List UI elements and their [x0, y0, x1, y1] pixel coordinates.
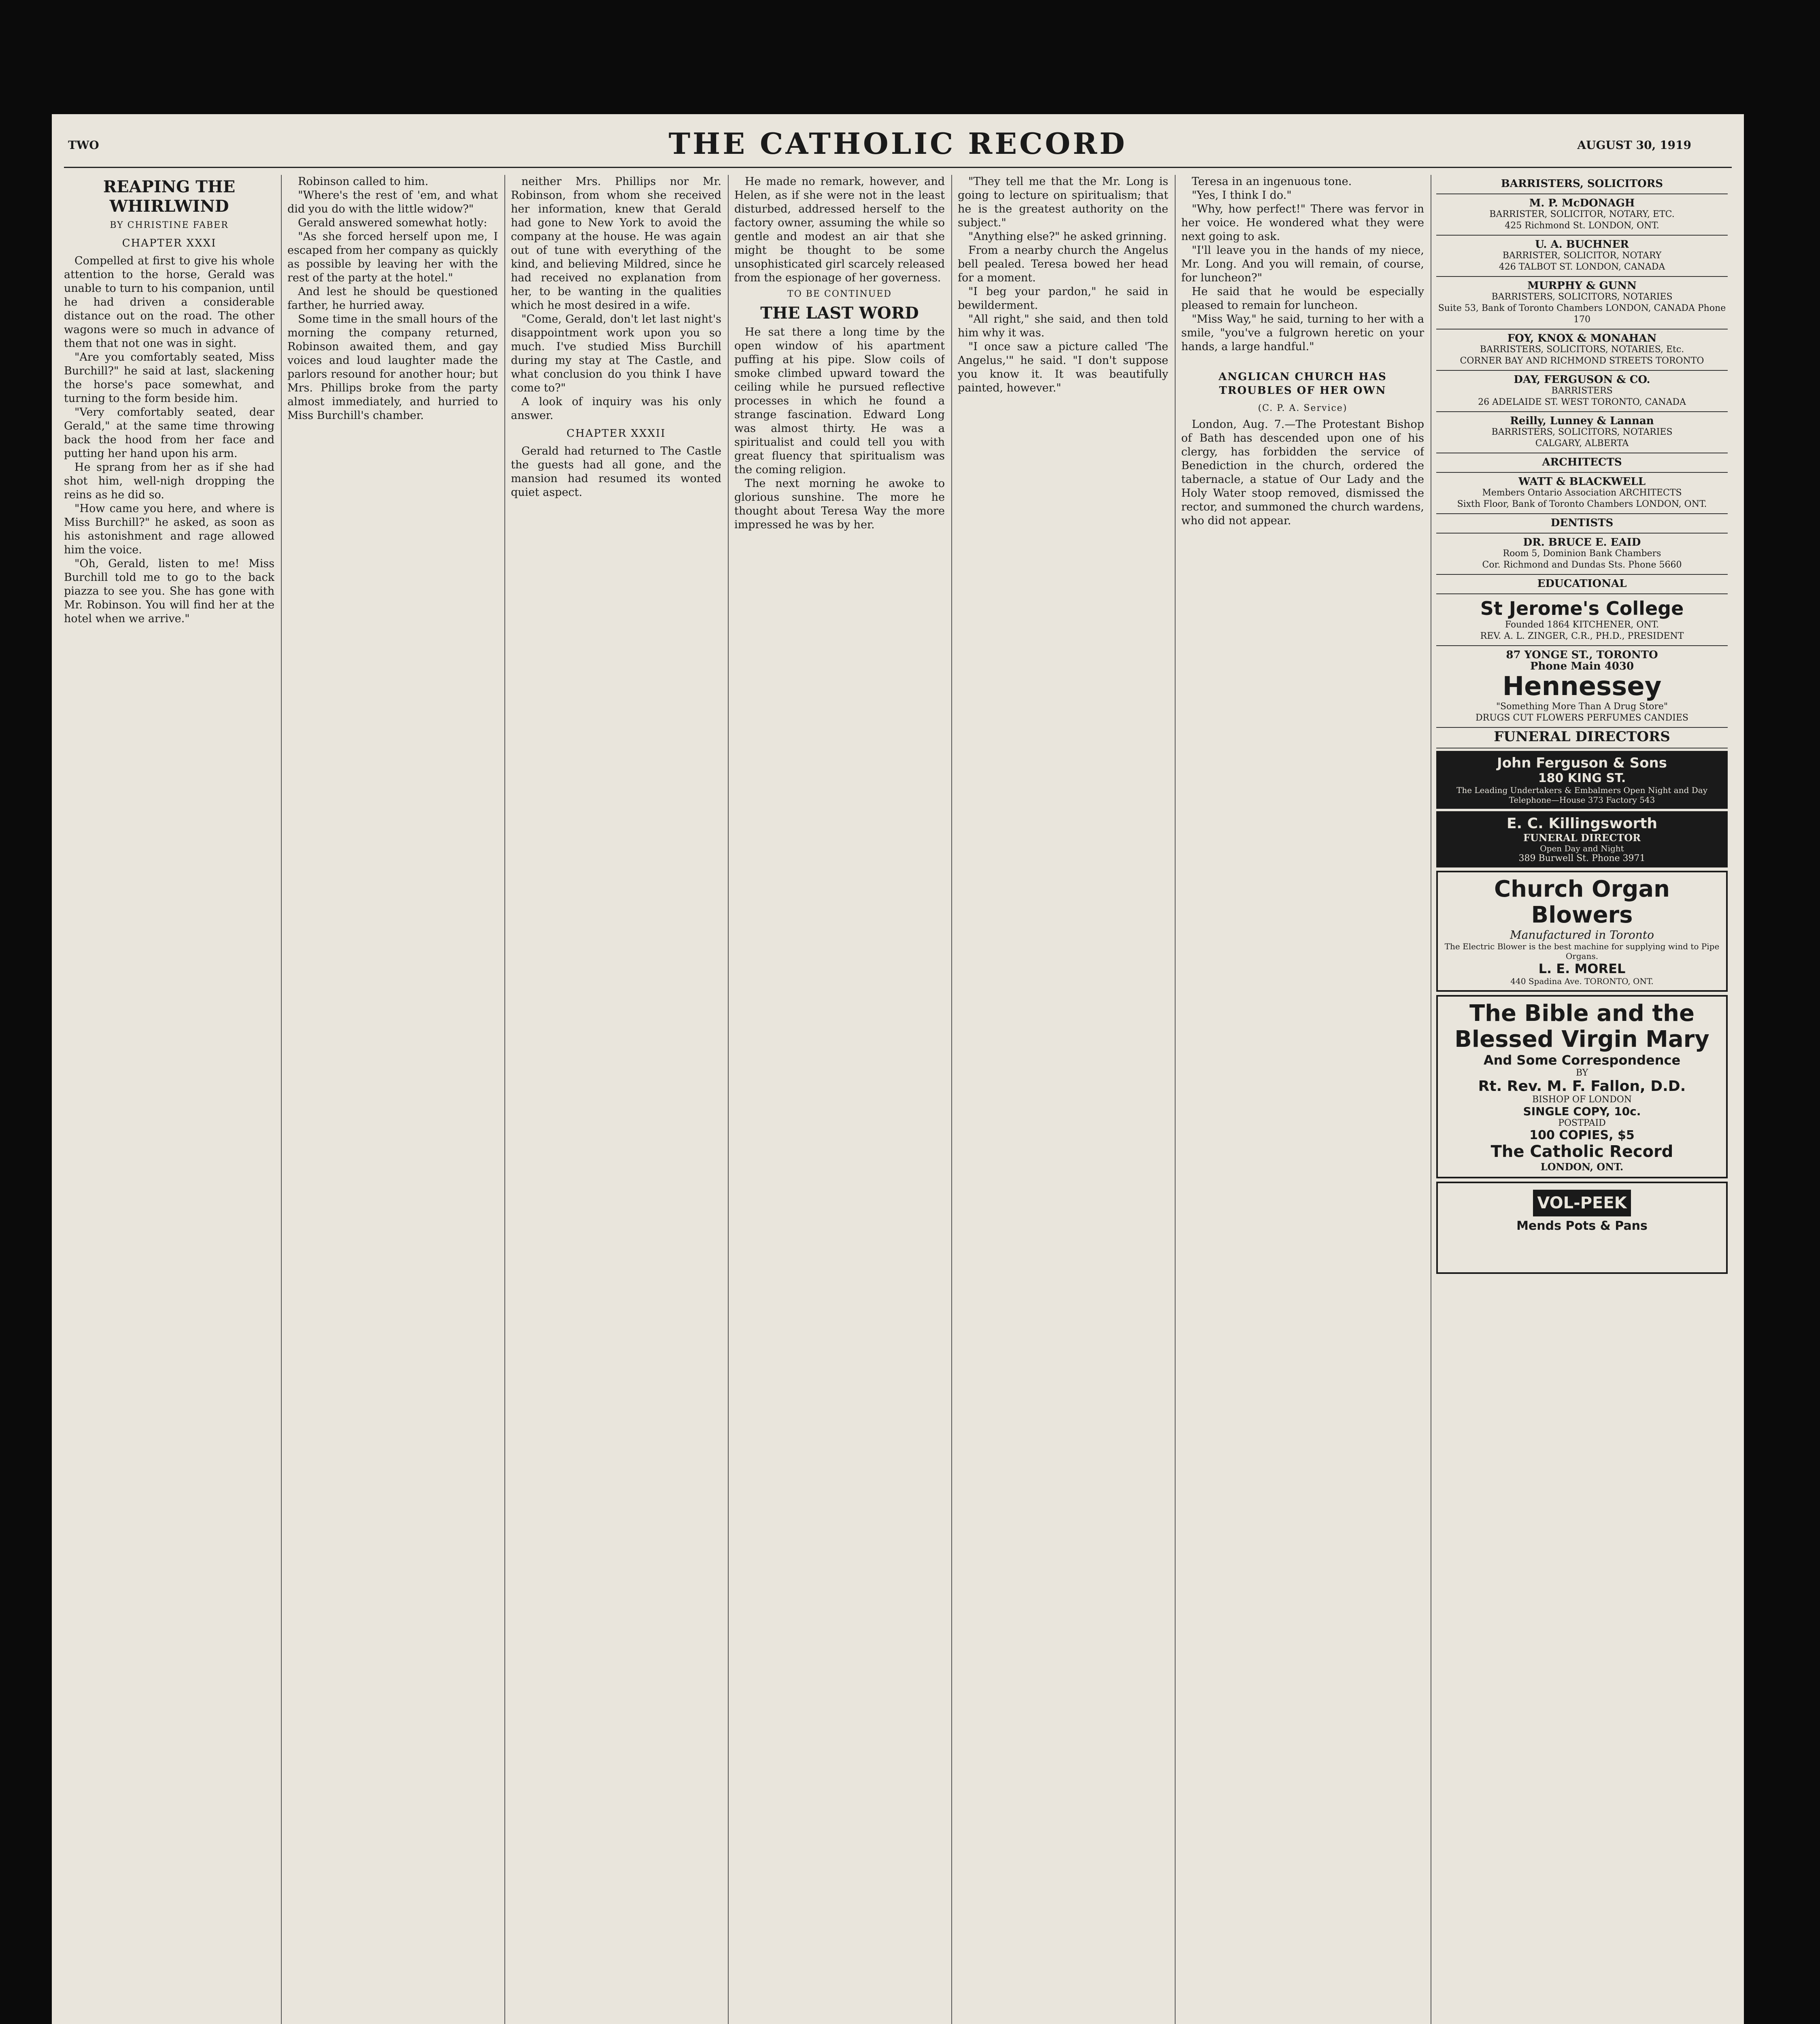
paragraph: "They tell me that the Mr. Long is going to lecture on spiritualism; that he is the greatest authority on the subject."	[958, 175, 1168, 229]
to-be-continued: TO BE CONTINUED	[787, 289, 892, 299]
column-divider	[951, 175, 952, 2024]
paragraph: "Are you comfortably seated, Miss Burchill?" he said at last, slackening the horse's pace somewhat, and turning to the form beside him.	[64, 351, 274, 405]
paragraph: "I'll leave you in the hands of my niece, Mr. Long. And you will remain, of course, for luncheon?"	[1181, 244, 1424, 284]
story-title: THE LAST WORD	[760, 304, 919, 323]
paragraph: "I once saw a picture called 'The Angelus,'" he said. "I don't suppose you know it. It was beautifully painted, however."	[958, 340, 1168, 394]
column-6	[1181, 175, 1424, 2024]
paragraph: "Anything else?" he asked grinning.	[968, 230, 1167, 243]
card-foy-knox: FOY, KNOX & MONAHAN BARRISTERS, SOLICITORS, NOTARIES, Etc. CORNER BAY AND RICHMOND STREETS TORONTO	[1436, 330, 1728, 371]
paragraph: The next morning he awoke to glorious sunshine. The more he thought about Teresa Way the more impressed he was by her.	[734, 477, 945, 531]
card-mcdonagh: M. P. McDONAGH BARRISTER, SOLICITOR, NOTARY, ETC. 425 Richmond St. LONDON, ONT.	[1436, 194, 1728, 236]
column-divider	[281, 175, 282, 2024]
paragraph: From a nearby church the Angelus bell pealed. Teresa bowed her head for a moment.	[958, 244, 1168, 284]
section-header: ARCHITECTS	[1436, 453, 1728, 473]
paragraph: "Come, Gerald, don't let last night's disappointment work upon you so much. I've studied Miss Burchill during my stay at The Castle, and what conclusion do you think I have come to?"	[511, 313, 721, 394]
ad-vol-peek: VOL-PEEK Mends Pots & Pans	[1436, 1182, 1728, 1274]
column-3	[511, 175, 721, 2024]
section-header: FUNERAL DIRECTORS	[1436, 728, 1728, 748]
column-5	[958, 175, 1168, 2024]
paragraph: neither Mrs. Phillips nor Mr. Robinson, from whom she received her information, knew that Gerald had gone to New York to avoid the company at the house. He was again out of tune with everything of the kind, and believing Mildred, since he had received no explanation from her, to be wanting in the qualities which he most desired in a wife.	[511, 175, 721, 312]
paper-name: THE CATHOLIC RECORD	[668, 126, 1127, 161]
card-murphy-gunn: MURPHY & GUNN BARRISTERS, SOLICITORS, NOTARIES Suite 53, Bank of Toronto Chambers LONDON, CANADA Phone 170	[1436, 277, 1728, 330]
column-2	[287, 175, 498, 2024]
column-divider	[504, 175, 505, 2024]
section-header: BARRISTERS, SOLICITORS	[1436, 175, 1728, 194]
chapter-heading: CHAPTER XXXII	[566, 427, 666, 440]
card-day-ferguson: DAY, FERGUSON & CO. BARRISTERS 26 ADELAIDE ST. WEST TORONTO, CANADA	[1436, 371, 1728, 412]
paragraph: "Miss Way," he said, turning to her with a smile, "you've a fulgrown heretic on your hands, a large handful."	[1181, 313, 1424, 353]
paragraph: Some time in the small hours of the morning the company returned, Robinson awaited them, and gay voices and loud laughter made the parlors resound for another hour; but Mrs. Phillips broke from the party almost immediately, and hurried to Miss Burchill's chamber.	[287, 313, 498, 422]
paragraph: "Why, how perfect!" There was fervor in her voice. He wondered what they were next going to ask.	[1181, 203, 1424, 243]
masthead-rule	[64, 167, 1732, 168]
card-st-jeromes: St Jerome's College Founded 1864 KITCHENER, ONT. REV. A. L. ZINGER, C.R., PH.D., PRESIDENT	[1436, 594, 1728, 646]
chapter-heading: CHAPTER XXXI	[122, 237, 217, 249]
paragraph: London, Aug. 7.—The Protestant Bishop of Bath has descended upon one of his clergy, has forbidden the service of Benediction in the church, ordered the tabernacle, a statue of Our Lady and the Holy Water stoop removed, dismissed the rector, and summoned the church wardens, who did not appear.	[1181, 418, 1424, 527]
paragraph: "Oh, Gerald, listen to me! Miss Burchill told me to go to the back piazza to see you. She has gone with Mr. Robinson. You will find her at the hotel when we arrive."	[64, 557, 274, 625]
paragraph: "Very comfortably seated, dear Gerald," at the same time throwing back the hood from her face and putting her hand upon his arm.	[64, 406, 274, 460]
story-byline: BY CHRISTINE FABER	[110, 220, 229, 230]
story-title: REAPING THE WHIRLWIND	[103, 177, 236, 216]
paragraph: "Yes, I think I do."	[1192, 189, 1292, 202]
article-title: ANGLICAN CHURCH HAS TROUBLES OF HER OWN	[1218, 371, 1387, 397]
paragraph: Teresa in an ingenuous tone.	[1192, 175, 1352, 188]
ad-hennessey: 87 YONGE ST., TORONTO Phone Main 4030 Hennessey "Something More Than A Drug Store" DRUGS CUT FLOWERS PERFUMES CANDIES	[1436, 646, 1728, 728]
paragraph: Gerald answered somewhat hotly:	[298, 217, 487, 229]
column-1	[64, 175, 274, 2024]
paragraph: "How came you here, and where is Miss Burchill?" he asked, as soon as his astonishment and rage allowed him the voice.	[64, 502, 274, 556]
section-header: EDUCATIONAL	[1436, 575, 1728, 594]
ad-killingsworth: E. C. Killingsworth FUNERAL DIRECTOR Open Day and Night 389 Burwell St. Phone 3971	[1436, 811, 1728, 867]
section-header: DENTISTS	[1436, 514, 1728, 534]
ad-john-ferguson: John Ferguson & Sons 180 KING ST. The Leading Undertakers & Embalmers Open Night and Day Telephone—House 373 Factory 543	[1436, 751, 1728, 809]
card-buchner: U. A. BUCHNER BARRISTER, SOLICITOR, NOTARY 426 TALBOT ST. LONDON, CANADA	[1436, 236, 1728, 277]
column-divider	[1175, 175, 1176, 2024]
paragraph: He sat there a long time by the open window of his apartment puffing at his pipe. Slow coils of smoke climbed upward toward the ceiling while he pursued reflective processes in which he found a strange fascination. Edward Long was almost thirty. He was a spiritualist and could tell you with great fluency that spiritualism was the coming religion.	[734, 326, 945, 476]
column-divider	[728, 175, 729, 2024]
column-4	[734, 175, 945, 2024]
paragraph: "As she forced herself upon me, I escaped from her company as quickly as possible by leaving her with the rest of the party at the hotel."	[287, 230, 498, 284]
paragraph: "I beg your pardon," he said in bewilderment.	[958, 285, 1168, 312]
paragraph: Robinson called to him.	[298, 175, 429, 188]
paragraph: He said that he would be especially pleased to remain for luncheon.	[1181, 285, 1424, 312]
paragraph: He sprang from her as if she had shot him, well-nigh dropping the reins as he did so.	[64, 461, 274, 501]
paragraph: Gerald had returned to The Castle the guests had all gone, and the mansion had resumed its wonted quiet aspect.	[511, 445, 721, 499]
paragraph: And lest he should be questioned farther, he hurried away.	[287, 285, 498, 312]
paragraph: Compelled at first to give his whole attention to the horse, Gerald was unable to turn to his companion, until he had driven a considerable distance out on the road. The other wagons were so much in advance of them that not one was in sight.	[64, 255, 274, 350]
page-number: TWO	[68, 138, 99, 152]
card-dentist: DR. BRUCE E. EAID Room 5, Dominion Bank Chambers Cor. Richmond and Dundas Sts. Phone 5660	[1436, 534, 1728, 575]
card-watt-blackwell: WATT & BLACKWELL Members Ontario Association ARCHITECTS Sixth Floor, Bank of Toronto Chambers LONDON, ONT.	[1436, 473, 1728, 514]
article-credit: (C. P. A. Service)	[1258, 403, 1348, 413]
paragraph: He made no remark, however, and Helen, as if she were not in the least disturbed, addressed herself to the factory owner, assuming the while so gentle and modest an air that she might be thought to be some unsophisticated girl scarcely released from the espionage of her governess.	[734, 175, 945, 284]
directory-column	[1436, 175, 1728, 1277]
newspaper-page	[52, 114, 1744, 2024]
paragraph: A look of inquiry was his only answer.	[511, 395, 721, 422]
ad-organ-blowers: Church Organ Blowers Manufactured in Toronto The Electric Blower is the best machine for supplying wind to Pipe Organs. L. E. MOREL 440 Spadina Ave. TORONTO, ONT.	[1436, 871, 1728, 992]
ad-bible-book: The Bible and the Blessed Virgin Mary And Some Correspondence BY Rt. Rev. M. F. Fallon, D.D. BISHOP OF LONDON SINGLE COPY, 10c. POSTPAID 100 COPIES, $5 The Catholic Record LONDON, ONT.	[1436, 995, 1728, 1178]
card-reilly-lunney: Reilly, Lunney & Lannan BARRISTERS, SOLICITORS, NOTARIES CALGARY, ALBERTA	[1436, 412, 1728, 453]
masthead	[52, 114, 1744, 167]
paragraph: "All right," she said, and then told him why it was.	[958, 313, 1168, 339]
paragraph: "Where's the rest of 'em, and what did you do with the little widow?"	[287, 189, 498, 215]
issue-date: AUGUST 30, 1919	[1577, 138, 1691, 152]
